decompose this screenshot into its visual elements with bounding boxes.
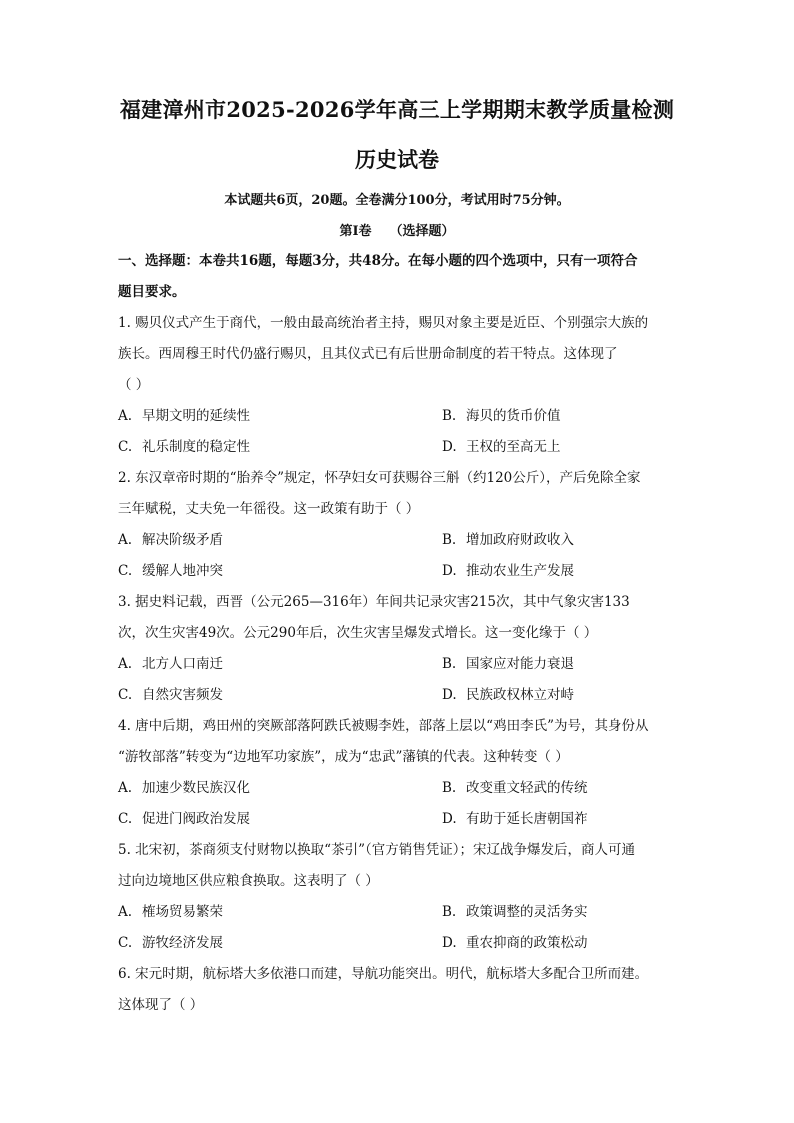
option-text: 民族政权林立对峙 (466, 687, 574, 703)
stem-line: 1. 赐贝仪式产生于商代，一般由最高统治者主持，赐贝对象主要是近臣、个别强宗大族的 (118, 315, 649, 331)
section-instructions (118, 246, 676, 308)
option-c (118, 432, 442, 463)
option-a (118, 773, 442, 804)
option-text: 促进门阀政治发展 (142, 811, 250, 827)
option-a (118, 897, 442, 928)
stem-line: 三年赋税，丈夫免一年徭役。这一政策有助于（ ） (118, 501, 420, 517)
option-letter: D. (442, 563, 457, 579)
option-letter: D. (442, 811, 457, 827)
option-letter: C. (118, 935, 133, 951)
option-list (118, 773, 676, 835)
option-text: 增加政府财政收入 (466, 532, 574, 548)
option-letter: C. (118, 439, 133, 455)
option-letter: A. (118, 904, 133, 920)
option-letter: D. (442, 687, 457, 703)
option-letter: A. (118, 408, 133, 424)
stem-line: 过向边境地区供应粮食换取。这表明了（ ） (118, 873, 379, 889)
option-text: 礼乐制度的稳定性 (142, 439, 250, 455)
option-text: 解决阶级矛盾 (142, 532, 223, 548)
option-b (442, 897, 676, 928)
exam-title: 福建漳州市2025-2026学年高三上学期期末教学质量检测 (119, 97, 675, 122)
option-a (118, 525, 442, 556)
option-letter: B. (442, 904, 457, 920)
option-text: 国家应对能力衰退 (466, 656, 574, 672)
option-letter: C. (118, 811, 133, 827)
option-d (442, 556, 676, 587)
option-list (118, 897, 676, 959)
option-c (118, 928, 442, 959)
option-letter: C. (118, 687, 133, 703)
option-list (118, 649, 676, 711)
option-letter: A. (118, 656, 133, 672)
option-text: 缓解人地冲突 (142, 563, 223, 579)
stem-line: “游牧部落”转变为“边地军功家族”，成为“忠武”藩镇的代表。这种转变（ ） (118, 749, 569, 765)
option-a (118, 401, 442, 432)
option-text: 游牧经济发展 (142, 935, 223, 951)
stem-line: 次，次生灾害49次。公元290年后，次生灾害呈爆发式增长。这一变化缘于（ ） (118, 625, 598, 641)
stem-line: 这体现了（ ） (118, 997, 204, 1013)
option-text: 早期文明的延续性 (142, 408, 250, 424)
option-letter: D. (442, 439, 457, 455)
exam-info: 本试题共6页，20题。全卷满分100分，考试用时75分钟。 (224, 193, 570, 208)
stem-line: 6. 宋元时期，航标塔大多依港口而建，导航功能突出。明代，航标塔大多配合卫所而建。 (118, 966, 649, 982)
option-b (442, 525, 676, 556)
question-stem (118, 308, 676, 401)
option-text: 北方人口南迁 (142, 656, 223, 672)
option-d (442, 804, 676, 835)
option-d (442, 680, 676, 711)
option-letter: A. (118, 532, 133, 548)
exam-subject: 历史试卷 (355, 147, 439, 172)
section-line: 一、选择题：本卷共16题，每题3分，共48分。在每小题的四个选项中，只有一项符合 (118, 253, 638, 269)
option-text: 改变重文轻武的传统 (466, 780, 588, 796)
question-stem (118, 463, 676, 525)
option-text: 自然灾害频发 (142, 687, 223, 703)
option-c (118, 680, 442, 711)
question-stem (118, 835, 676, 897)
option-text: 推动农业生产发展 (466, 563, 574, 579)
question-6 (118, 959, 676, 1021)
option-text: 重农抑商的政策松动 (466, 935, 588, 951)
part-sublabel: （选择题） (389, 224, 455, 239)
question-stem (118, 959, 676, 1021)
stem-line: 4. 唐中后期，鸡田州的突厥部落阿跌氏被赐李姓，部落上层以“鸡田李氏”为号，其身份从 (118, 718, 649, 734)
stem-line: 2. 东汉章帝时期的“胎养令”规定，怀孕妇女可获赐谷三斛（约120公斤），产后免除全家 (118, 470, 641, 486)
question-stem (118, 587, 676, 649)
option-text: 榷场贸易繁荣 (142, 904, 223, 920)
option-letter: B. (442, 408, 457, 424)
question-3 (118, 587, 676, 711)
question-5 (118, 835, 676, 959)
option-letter: D. (442, 935, 457, 951)
stem-line: 族长。西周穆王时代仍盛行赐贝，且其仪式已有后世册命制度的若干特点。这体现了 (118, 346, 618, 362)
question-stem (118, 711, 676, 773)
stem-line: （ ） (118, 377, 150, 393)
option-d (442, 928, 676, 959)
option-text: 有助于延长唐朝国祚 (466, 811, 588, 827)
option-b (442, 401, 676, 432)
option-letter: B. (442, 780, 457, 796)
option-c (118, 804, 442, 835)
part-heading (118, 223, 676, 241)
option-letter: B. (442, 656, 457, 672)
option-letter: B. (442, 532, 457, 548)
option-a (118, 649, 442, 680)
option-letter: C. (118, 563, 133, 579)
part-label: 第Ⅰ卷 (339, 224, 372, 239)
option-text: 加速少数民族汉化 (142, 780, 250, 796)
stem-line: 3. 据史料记载，西晋（公元265—316年）年间共记录灾害215次，其中气象灾害133 (118, 594, 630, 610)
option-text: 王权的至高无上 (466, 439, 561, 455)
option-text: 海贝的货币价值 (466, 408, 561, 424)
option-d (442, 432, 676, 463)
question-2 (118, 463, 676, 587)
option-c (118, 556, 442, 587)
question-1 (118, 308, 676, 463)
option-list (118, 525, 676, 587)
option-letter: A. (118, 780, 133, 796)
option-text: 政策调整的灵活务实 (466, 904, 588, 920)
question-4 (118, 711, 676, 835)
option-b (442, 773, 676, 804)
stem-line: 5. 北宋初，茶商须支付财物以换取“茶引”（官方销售凭证）；宋辽战争爆发后，商人可通 (118, 842, 635, 858)
section-line: 题目要求。 (118, 284, 186, 300)
option-b (442, 649, 676, 680)
option-list (118, 401, 676, 463)
question-list (118, 308, 676, 1021)
